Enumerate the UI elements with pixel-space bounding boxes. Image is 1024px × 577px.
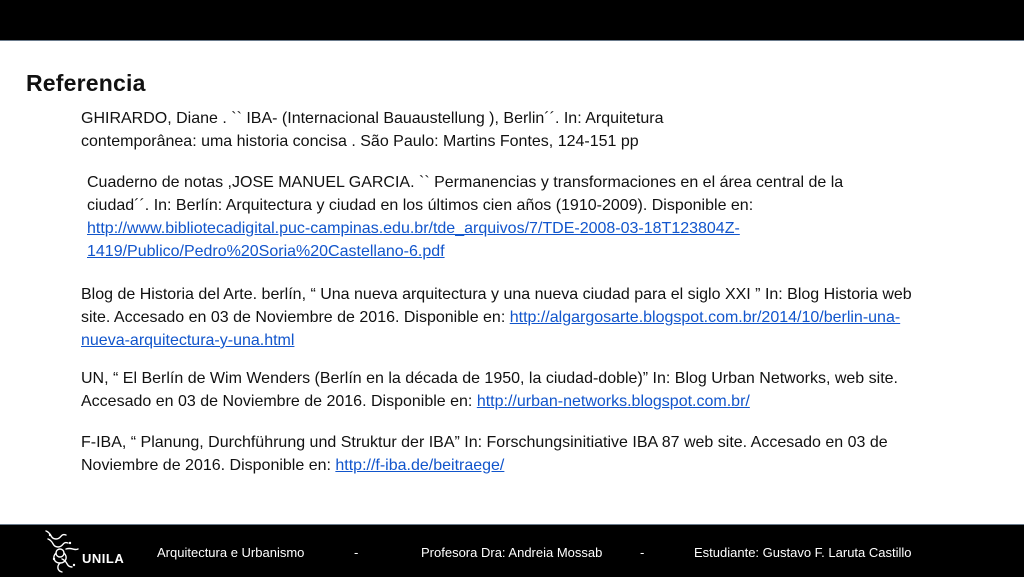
reference-item [81,107,781,153]
reference-link[interactable]: http://algargosarte.blogspot.com.br/2014/10/berlin-una-nueva-arquitectura-y-una.html [81,309,901,349]
footer-professor: Profesora Dra: Andreia Mossab [421,545,603,560]
footer-student: Estudiante: Gustavo F. Laruta Castillo [694,545,912,560]
reference-text: F-IBA, “ Planung, Durchführung und Struktur der IBA” In: Forschungsinitiative IBA 87 web site. Accesado en 03 de Noviembre de 2016. Disponible en: [81,434,888,474]
reference-text: Cuaderno de notas ,JOSE MANUEL GARCIA. `` Permanencias y transformaciones en el área central de la ciudad´´. In: Berlín: Arquitectura y ciudad en los últimos cien años (1910-2009). Disponible en: [87,174,844,214]
reference-link[interactable]: http://f-iba.de/beitraege/ [335,457,505,474]
reference-link[interactable]: http://www.bibliotecadigital.puc-campinas.edu.br/tde_arquivos/7/TDE-2008-03-18T123804Z-1419/Publico/Pedro%20Soria%20Castellano-6.pdf [87,220,740,260]
reference-text: GHIRARDO, Diane . `` IBA- (Internacional Bauaustellung ), Berlin´´. In: Arquitetura contemporânea: uma historia concisa . São Paulo: Martins Fontes, 124-151 pp [81,110,664,150]
logo-text: UNILA [82,551,125,566]
reference-item [87,171,847,263]
reference-link[interactable]: http://urban-networks.blogspot.com.br/ [476,393,750,410]
reference-text: UN, “ El Berlín de Wim Wenders (Berlín en la década de 1950, la ciudad-doble)” In: Blog Urban Networks, web site. Accesado en 03 de Noviembre de 2016. Disponible en: [81,370,898,410]
top-bar [0,0,1024,41]
footer-bar [0,524,1024,577]
page-title: Referencia [26,70,146,96]
reference-text: Blog de Historia del Arte. berlín, “ Una nueva arquitectura y una nueva ciudad para el siglo XXI ” In: Blog Historia web site. Accesado en 03 de Noviembre de 2016. Disponible en: [81,286,912,326]
footer-separator: - [354,545,359,560]
reference-item [81,431,931,477]
reference-item [81,283,931,352]
reference-item [81,367,931,413]
footer-course: Arquitectura e Urbanismo [157,545,305,560]
unila-logo-icon [42,529,82,573]
unila-logo [42,533,162,573]
footer-separator: - [640,545,645,560]
